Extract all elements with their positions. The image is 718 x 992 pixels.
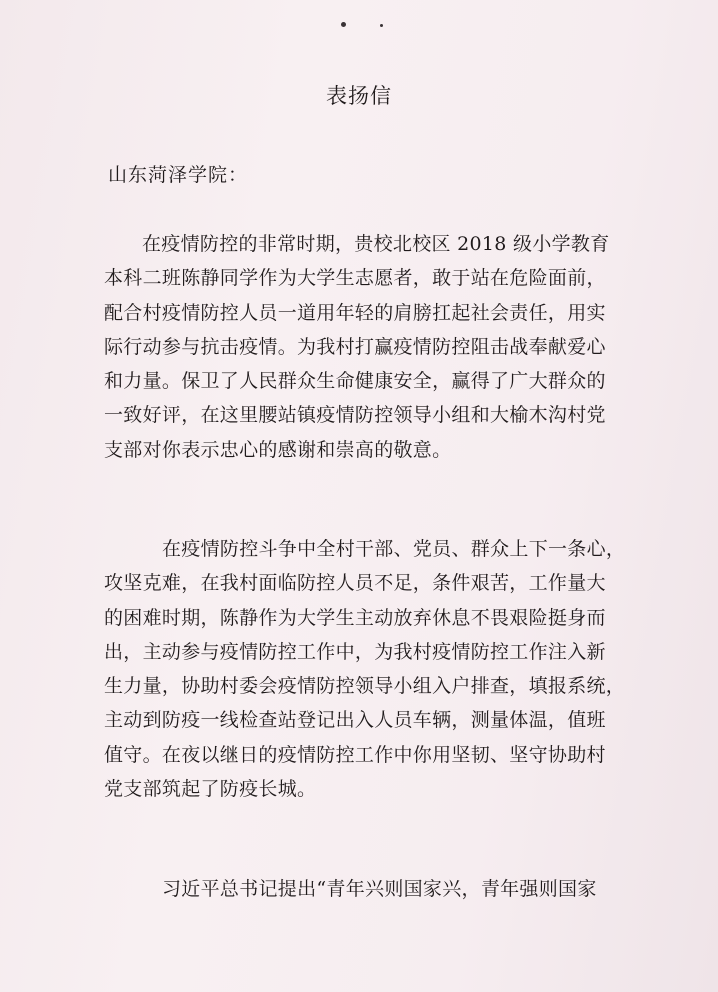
paragraph-1 <box>104 227 624 467</box>
paragraph-3 <box>104 872 624 906</box>
paragraph-line: 习近平总书记提出“青年兴则国家兴，青年强则国家 <box>162 878 597 900</box>
letter-title: 表扬信 <box>326 84 392 108</box>
paper-mark <box>380 24 383 27</box>
paragraph-line: 支部对你表示忠心的感谢和崇高的敬意。 <box>104 438 452 461</box>
paragraph-2 <box>104 532 624 806</box>
paragraph-line: 的困难时期，陈静作为大学生主动放弃休息不畏艰险挺身而 <box>104 606 606 629</box>
paragraph-line: 值守。在夜以继日的疫情防控工作中你用坚韧、坚守协助村 <box>104 743 606 766</box>
paragraph-line: 主动到防疫一线检查站登记出入人员车辆，测量体温，值班 <box>104 709 606 732</box>
paragraph-line: 出，主动参与疫情防控工作中，为我村疫情防控工作注入新 <box>104 640 606 663</box>
paragraph-line: 攻坚克难，在我村面临防控人员不足，条件艰苦，工作量大 <box>104 572 606 595</box>
paragraph-line: 际行动参与抗击疫情。为我村打赢疫情防控阻击战奉献爱心 <box>104 335 606 358</box>
paragraph-line: 生力量，协助村委会疫情防控领导小组入户排查，填报系统， <box>104 675 626 698</box>
paragraph-line: 本科二班陈静同学作为大学生志愿者，敢于站在危险面前， <box>104 267 606 290</box>
paragraph-line: 在疫情防控斗争中全村干部、党员、群众上下一条心， <box>162 538 626 560</box>
paragraph-line: 在疫情防控的非常时期，贵校北校区 2018 级小学教育 <box>142 233 610 255</box>
salutation: 山东菏泽学院： <box>108 164 249 186</box>
paragraph-line: 配合村疫情防控人员一道用年轻的肩膀扛起社会责任，用实 <box>104 301 606 324</box>
paragraph-line: 党支部筑起了防疫长城。 <box>104 778 317 801</box>
paragraph-line: 一致好评，在这里腰站镇疫情防控领导小组和大榆木沟村党 <box>104 404 606 427</box>
paragraph-line: 和力量。保卫了人民群众生命健康安全，赢得了广大群众的 <box>104 370 606 393</box>
paper-mark <box>341 22 346 27</box>
